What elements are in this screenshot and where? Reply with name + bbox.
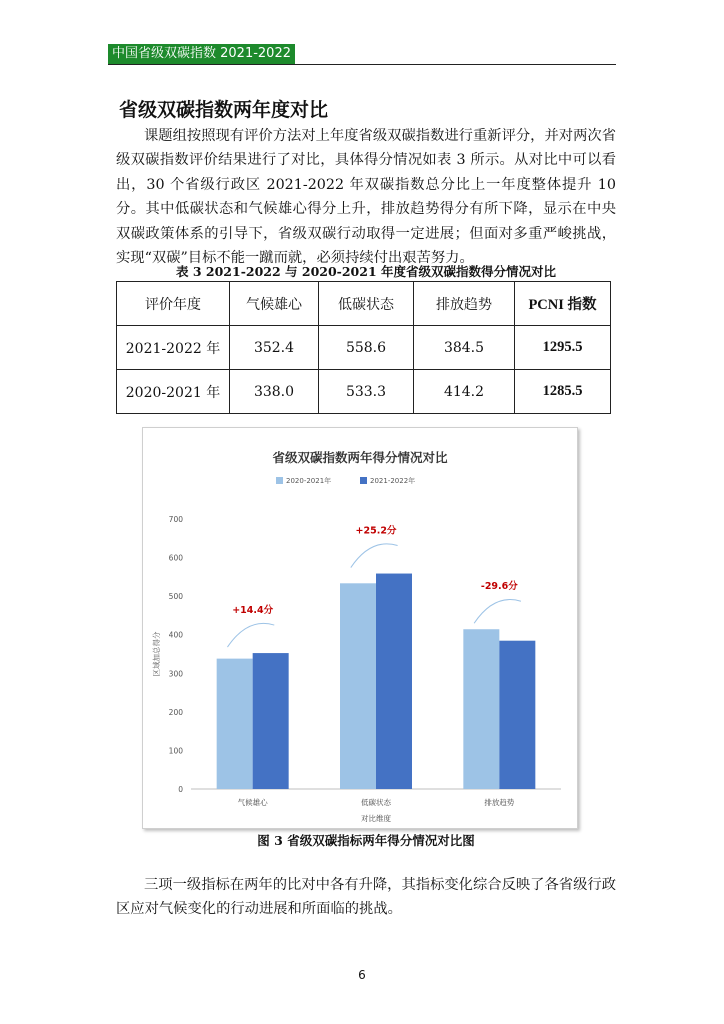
intro-paragraph [116,124,616,270]
x-axis-label: 对比维度 [361,814,391,823]
table-cell: 1295.5 [515,326,611,370]
table-header-cell: 气候雄心 [230,282,319,326]
table-cell: 2020-2021 年 [117,370,230,414]
change-annotation: +25.2分 [355,525,397,537]
intro-paragraph-text: 课题组按照现有评价方法对上年度省级双碳指数进行重新评分，并对两次省级双碳指数评价结果进行了对比，具体得分情况如表 3 所示。从对比中可以看出，30 个省级行政区 2021-2022 年双碳指数总分比上一年度整体提升 10 分。其中低碳状态和气候雄心得分上升，排放趋势得分有所下降，显示在中央双碳政策体系的引导下，省级双碳行动取得一定进展；但面对多重严峻挑战，实现“双碳”目标不能一蹴而就，必须持续付出艰苦努力。 [116,128,616,267]
y-axis-label: 区域加总得分 [152,631,161,677]
table-header-cell: 评价年度 [117,282,230,326]
y-tick-label: 0 [178,785,183,794]
bar-curr [253,653,289,789]
change-annotation: +14.4分 [232,605,274,617]
y-tick-label: 700 [168,515,183,524]
change-annotation: -29.6分 [480,581,518,593]
closing-paragraph [116,873,616,922]
table-cell: 338.0 [230,370,319,414]
x-tick-label: 低碳状态 [361,798,391,807]
table-header-row [117,282,611,326]
table-cell: 1285.5 [515,370,611,414]
header-divider [108,64,616,65]
bar-prev [340,583,376,789]
y-tick-label: 200 [168,707,183,717]
table-header-cell: 低碳状态 [319,282,414,326]
table-header-cell: 排放趋势 [414,282,515,326]
table-cell: 414.2 [414,370,515,414]
bar-prev [217,659,253,789]
table-row [117,326,611,370]
x-tick-label: 气候雄心 [237,798,268,807]
y-tick-label: 500 [168,592,183,602]
table-cell: 2021-2022 年 [117,326,230,370]
legend-swatch [360,477,367,484]
page-number: 6 [358,968,366,982]
figure-caption: 图 3 省级双碳指标两年得分情况对比图 [257,833,475,848]
y-tick-label: 100 [168,746,183,756]
bar-curr [376,574,412,789]
table-caption: 表 3 2021-2022 与 2020-2021 年度省级双碳指数得分情况对比 [176,264,556,279]
legend-swatch [276,477,283,484]
running-header: 中国省级双碳指数 2021-2022 [108,44,295,65]
legend-label: 2021-2022年 [370,477,416,485]
table-header-cell: PCNI 指数 [515,282,611,326]
y-tick-label: 300 [168,669,183,679]
change-arc [351,544,398,568]
y-tick-label: 600 [168,553,183,563]
table-cell: 352.4 [230,326,319,370]
closing-paragraph-text: 三项一级指标在两年的比对中各有升降，其指标变化综合反映了各省级行政区应对气候变化的行动进展和所面临的挑战。 [116,877,616,918]
chart-title: 省级双碳指数两年得分情况对比 [272,450,448,465]
bar-chart [142,427,578,829]
y-tick-label: 400 [168,630,183,640]
comparison-table [116,281,611,414]
x-tick-label: 排放趋势 [484,798,515,807]
table-cell: 533.3 [319,370,414,414]
section-title: 省级双碳指数两年度对比 [119,99,329,121]
table-row [117,370,611,414]
change-arc [474,600,521,624]
bar-curr [499,641,535,789]
legend-label: 2020-2021年 [286,477,332,485]
change-arc [227,623,274,647]
table-cell: 558.6 [319,326,414,370]
chart-canvas [143,428,577,828]
table-cell: 384.5 [414,326,515,370]
bar-prev [463,629,499,789]
